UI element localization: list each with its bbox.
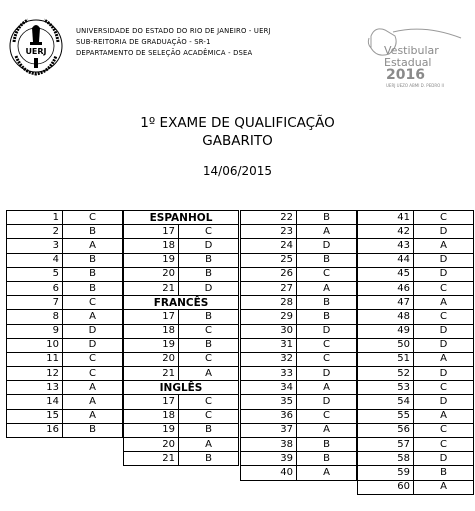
table-row — [124, 338, 239, 352]
answer-letter: B — [63, 423, 123, 437]
espanhol-header-row — [124, 211, 239, 225]
answer-letter: D — [414, 338, 474, 352]
question-number: 18 — [124, 409, 179, 423]
question-number: 38 — [241, 438, 297, 452]
table-row — [241, 352, 357, 366]
table-row — [7, 381, 123, 395]
answer-letter: C — [179, 352, 239, 366]
table-row — [358, 239, 474, 253]
answer-letter: B — [179, 338, 239, 352]
table-row — [241, 296, 357, 310]
institution-info — [76, 26, 271, 59]
question-number: 21 — [124, 281, 179, 295]
exam-title: 1º EXAME DE QUALIFICAÇÃO — [140, 115, 335, 131]
question-number: 51 — [358, 352, 414, 366]
table-row — [358, 423, 474, 437]
question-number: 39 — [241, 452, 297, 466]
answer-letter: C — [63, 352, 123, 366]
question-number: 54 — [358, 395, 414, 409]
answer-letter: A — [297, 423, 357, 437]
table-row — [124, 310, 239, 324]
table-row — [124, 452, 239, 466]
answer-letter: C — [297, 352, 357, 366]
question-number: 44 — [358, 253, 414, 267]
table-row — [241, 423, 357, 437]
answer-letter: A — [414, 409, 474, 423]
vestibular-title: Vestibular — [384, 44, 439, 57]
answer-letter: D — [414, 367, 474, 381]
answer-letter: D — [179, 239, 239, 253]
table-row — [358, 296, 474, 310]
table-row — [358, 324, 474, 338]
table-row — [7, 338, 123, 352]
answer-letter: B — [179, 267, 239, 281]
answer-table-col4 — [357, 210, 474, 495]
answer-letter: D — [414, 324, 474, 338]
question-number: 50 — [358, 338, 414, 352]
question-number: 3 — [7, 239, 63, 253]
table-row — [124, 281, 239, 295]
table-row — [124, 395, 239, 409]
question-number: 16 — [7, 423, 63, 437]
table-row — [241, 381, 357, 395]
answer-letter: B — [179, 423, 239, 437]
question-number: 41 — [358, 211, 414, 225]
question-number: 58 — [358, 452, 414, 466]
answer-letter: C — [297, 409, 357, 423]
table-row — [7, 367, 123, 381]
question-number: 42 — [358, 225, 414, 239]
question-number: 46 — [358, 281, 414, 295]
table-row — [241, 452, 357, 466]
question-number: 19 — [124, 253, 179, 267]
question-number: 2 — [7, 225, 63, 239]
answer-letter: D — [297, 239, 357, 253]
answer-letter: C — [297, 338, 357, 352]
question-number: 11 — [7, 352, 63, 366]
question-number: 21 — [124, 452, 179, 466]
table-row — [241, 211, 357, 225]
table-row — [241, 338, 357, 352]
question-number: 48 — [358, 310, 414, 324]
question-number: 15 — [7, 409, 63, 423]
answer-letter: A — [63, 381, 123, 395]
table-row — [358, 253, 474, 267]
answer-letter: A — [297, 281, 357, 295]
question-number: 8 — [7, 310, 63, 324]
answer-letter: B — [63, 267, 123, 281]
vestibular-footer: UERJ UEZO ABMI D. PEDRO II — [386, 83, 444, 88]
question-number: 10 — [7, 338, 63, 352]
answer-letter: B — [63, 281, 123, 295]
table-row — [241, 310, 357, 324]
answer-letter: D — [414, 395, 474, 409]
question-number: 33 — [241, 367, 297, 381]
table-row — [358, 452, 474, 466]
institution-line-1: UNIVERSIDADE DO ESTADO DO RIO DE JANEIRO - UERJ — [76, 27, 271, 35]
logo-text: UERJ — [25, 47, 47, 56]
table-row — [124, 253, 239, 267]
answer-letter: B — [297, 211, 357, 225]
answer-letter: A — [297, 225, 357, 239]
table-row — [358, 480, 474, 494]
answer-letter: B — [297, 296, 357, 310]
table-row — [7, 239, 123, 253]
table-row — [241, 438, 357, 452]
table-row — [7, 324, 123, 338]
answer-letter: C — [63, 296, 123, 310]
answer-letter: B — [297, 310, 357, 324]
institution-line-2: SUB-REITORIA DE GRADUAÇÃO - SR-1 — [76, 38, 211, 46]
question-number: 32 — [241, 352, 297, 366]
table-row — [124, 239, 239, 253]
answer-letter: C — [63, 367, 123, 381]
question-number: 13 — [7, 381, 63, 395]
table-row — [241, 267, 357, 281]
espanhol-label: ESPANHOL — [124, 211, 239, 225]
table-row — [7, 281, 123, 295]
table-row — [358, 267, 474, 281]
table-row — [358, 310, 474, 324]
question-number: 52 — [358, 367, 414, 381]
table-row — [124, 423, 239, 437]
table-row — [7, 225, 123, 239]
answer-letter: C — [179, 409, 239, 423]
answer-letter: D — [297, 367, 357, 381]
answer-letter: D — [297, 324, 357, 338]
question-number: 29 — [241, 310, 297, 324]
table-row — [124, 409, 239, 423]
answer-letter: B — [179, 253, 239, 267]
answer-letter: B — [297, 438, 357, 452]
answer-letter: A — [63, 310, 123, 324]
question-number: 24 — [241, 239, 297, 253]
answer-letter: C — [414, 381, 474, 395]
answer-letter: C — [63, 211, 123, 225]
answer-letter: D — [63, 338, 123, 352]
table-row — [358, 225, 474, 239]
question-number: 18 — [124, 239, 179, 253]
question-number: 19 — [124, 423, 179, 437]
table-row — [124, 438, 239, 452]
question-number: 34 — [241, 381, 297, 395]
answer-letter: C — [179, 395, 239, 409]
question-number: 57 — [358, 438, 414, 452]
question-number: 35 — [241, 395, 297, 409]
question-number: 20 — [124, 352, 179, 366]
uerj-logo-icon — [8, 12, 64, 82]
answer-letter: B — [414, 466, 474, 480]
question-number: 17 — [124, 310, 179, 324]
table-row — [241, 367, 357, 381]
question-number: 22 — [241, 211, 297, 225]
question-number: 45 — [358, 267, 414, 281]
table-row — [124, 267, 239, 281]
question-number: 5 — [7, 267, 63, 281]
table-row — [358, 381, 474, 395]
answer-letter: B — [297, 452, 357, 466]
question-number: 27 — [241, 281, 297, 295]
answer-letter: C — [414, 310, 474, 324]
table-row — [7, 211, 123, 225]
question-number: 1 — [7, 211, 63, 225]
answer-letter: A — [414, 296, 474, 310]
ingles-header-row — [124, 381, 239, 395]
answer-table-col3 — [240, 210, 357, 481]
table-row — [358, 281, 474, 295]
table-row — [124, 225, 239, 239]
question-number: 31 — [241, 338, 297, 352]
question-number: 7 — [7, 296, 63, 310]
question-number: 59 — [358, 466, 414, 480]
answer-letter: D — [297, 395, 357, 409]
answer-letter: C — [414, 281, 474, 295]
question-number: 12 — [7, 367, 63, 381]
answer-letter: D — [63, 324, 123, 338]
question-number: 49 — [358, 324, 414, 338]
institution-line-3: DEPARTAMENTO DE SELEÇÃO ACADÊMICA - DSEA — [76, 49, 253, 57]
table-row — [241, 239, 357, 253]
table-row — [358, 352, 474, 366]
answer-letter: B — [63, 225, 123, 239]
table-row — [241, 225, 357, 239]
question-number: 40 — [241, 466, 297, 480]
question-number: 37 — [241, 423, 297, 437]
table-row — [7, 395, 123, 409]
answer-letter: A — [414, 239, 474, 253]
gabarito-title: GABARITO — [202, 133, 273, 149]
question-number: 30 — [241, 324, 297, 338]
exam-date: 14/06/2015 — [202, 164, 273, 178]
answer-letter: D — [414, 267, 474, 281]
question-number: 21 — [124, 367, 179, 381]
question-number: 60 — [358, 480, 414, 494]
vestibular-subtitle: Estadual — [384, 56, 432, 69]
question-number: 19 — [124, 338, 179, 352]
table-row — [7, 296, 123, 310]
table-row — [241, 281, 357, 295]
answer-letter: C — [179, 225, 239, 239]
table-row — [7, 423, 123, 437]
answer-table-col1 — [6, 210, 123, 438]
answer-letter: D — [414, 452, 474, 466]
answer-letter: A — [63, 395, 123, 409]
table-row — [7, 267, 123, 281]
table-row — [7, 310, 123, 324]
question-number: 9 — [7, 324, 63, 338]
table-row — [241, 324, 357, 338]
table-row — [241, 466, 357, 480]
question-number: 56 — [358, 423, 414, 437]
answer-letter: D — [179, 281, 239, 295]
question-number: 53 — [358, 381, 414, 395]
answer-letter: D — [414, 253, 474, 267]
question-number: 18 — [124, 324, 179, 338]
question-number: 36 — [241, 409, 297, 423]
table-row — [358, 211, 474, 225]
vestibular-year: 2016 — [386, 67, 425, 83]
answer-letter: A — [414, 480, 474, 494]
table-row — [358, 367, 474, 381]
answer-letter: B — [179, 452, 239, 466]
question-number: 6 — [7, 281, 63, 295]
table-row — [7, 409, 123, 423]
table-row — [358, 466, 474, 480]
title-block — [0, 114, 475, 150]
answer-letter: B — [179, 310, 239, 324]
question-number: 26 — [241, 267, 297, 281]
question-number: 14 — [7, 395, 63, 409]
question-number: 25 — [241, 253, 297, 267]
frances-label: FRANCÊS — [124, 296, 239, 310]
table-row — [241, 395, 357, 409]
question-number: 47 — [358, 296, 414, 310]
frances-header-row — [124, 296, 239, 310]
header — [0, 0, 475, 110]
answer-letter: A — [63, 239, 123, 253]
table-row — [358, 438, 474, 452]
answer-letter: C — [414, 438, 474, 452]
answer-letter: A — [297, 381, 357, 395]
question-number: 20 — [124, 438, 179, 452]
table-row — [241, 409, 357, 423]
table-row — [124, 367, 239, 381]
table-row — [124, 352, 239, 366]
question-number: 55 — [358, 409, 414, 423]
question-number: 4 — [7, 253, 63, 267]
question-number: 17 — [124, 225, 179, 239]
table-row — [358, 395, 474, 409]
answer-letter: B — [297, 253, 357, 267]
question-number: 17 — [124, 395, 179, 409]
answer-letter: B — [63, 253, 123, 267]
answer-letter: A — [179, 367, 239, 381]
table-row — [124, 324, 239, 338]
question-number: 43 — [358, 239, 414, 253]
ingles-label: INGLÊS — [124, 381, 239, 395]
table-row — [7, 352, 123, 366]
answer-letter: A — [179, 438, 239, 452]
answer-letter: A — [297, 466, 357, 480]
question-number: 20 — [124, 267, 179, 281]
answer-letter: A — [63, 409, 123, 423]
answer-letter: D — [414, 225, 474, 239]
table-row — [241, 253, 357, 267]
answer-letter: C — [179, 324, 239, 338]
table-row — [358, 338, 474, 352]
table-row — [7, 253, 123, 267]
answer-letter: C — [297, 267, 357, 281]
table-row — [358, 409, 474, 423]
question-number: 23 — [241, 225, 297, 239]
answer-letter: A — [414, 352, 474, 366]
answer-letter: C — [414, 211, 474, 225]
question-number: 28 — [241, 296, 297, 310]
answer-letter: C — [414, 423, 474, 437]
answer-table-languages — [123, 210, 239, 466]
